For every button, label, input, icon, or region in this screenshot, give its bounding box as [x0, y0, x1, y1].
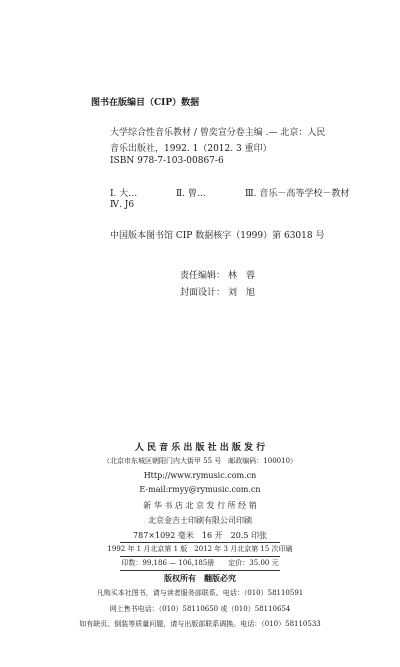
- cip-class-1: Ⅰ. 大…: [110, 189, 138, 199]
- editions: 1992 年 1 月北京第 1 版 2012 年 3 月北京第 15 次印刷: [107, 545, 293, 553]
- online-phone: 网上售书电话：（010）58110650 或（010）58110654: [109, 605, 291, 613]
- cip-entry-line-2: 音乐出版社，1992. 1（2012. 3 重印）: [110, 144, 272, 154]
- cip-heading: 图书在版编目（CIP）数据: [91, 98, 200, 108]
- defect-note: 如有缺页、倒装等质量问题，请与出版部联系调换。电话：（010）58110533: [79, 620, 321, 628]
- format: 787×1092 毫米 16 开 20.5 印张: [133, 531, 267, 540]
- editor-name: 林 蓉: [228, 271, 256, 281]
- cip-class-4: Ⅳ. J6: [110, 200, 135, 210]
- purchase-note: 凡购买本社图书，请与读者服务部联系。电话：（010）58110591: [96, 589, 304, 597]
- copyright: 版权所有 翻版必究: [164, 573, 236, 583]
- publisher: 人 民 音 乐 出 版 社 出 版 发 行: [134, 443, 266, 453]
- distributor: 新 华 书 店 北 京 发 行 所 经 销: [143, 501, 257, 510]
- email: E-mail:rmyy@rymusic.com.cn: [139, 485, 261, 494]
- cip-entry-line-1: 大学综合性音乐教材 / 曾奕宣分卷主编 .— 北京：人民: [110, 128, 326, 138]
- divider-top: [120, 542, 280, 543]
- divider-bottom: [120, 570, 280, 571]
- editor-label: 责任编辑：: [180, 271, 226, 281]
- cip-class-2: Ⅱ. 曾…: [176, 189, 206, 199]
- designer-label: 封面设计：: [180, 288, 226, 298]
- website: Http://www.rymusic.com.cn: [143, 471, 257, 480]
- divider-middle: [120, 556, 280, 557]
- cip-class-3: Ⅲ. 音乐－高等学校－教材: [245, 189, 350, 199]
- printer: 北京金吉士印刷有限公司印刷: [148, 516, 252, 525]
- designer-name: 刘 旭: [228, 288, 256, 298]
- publisher-address: （北京市东城区朝阳门内大街甲 55 号 邮政编码：100010）: [102, 457, 298, 465]
- cip-number: 中国版本图书馆 CIP 数据核字（1999）第 63018 号: [110, 231, 325, 241]
- print-run-price: 印数：99,186 — 106,185册 定价：35.00 元: [121, 559, 279, 567]
- isbn: ISBN 978-7-103-00867-6: [110, 156, 224, 166]
